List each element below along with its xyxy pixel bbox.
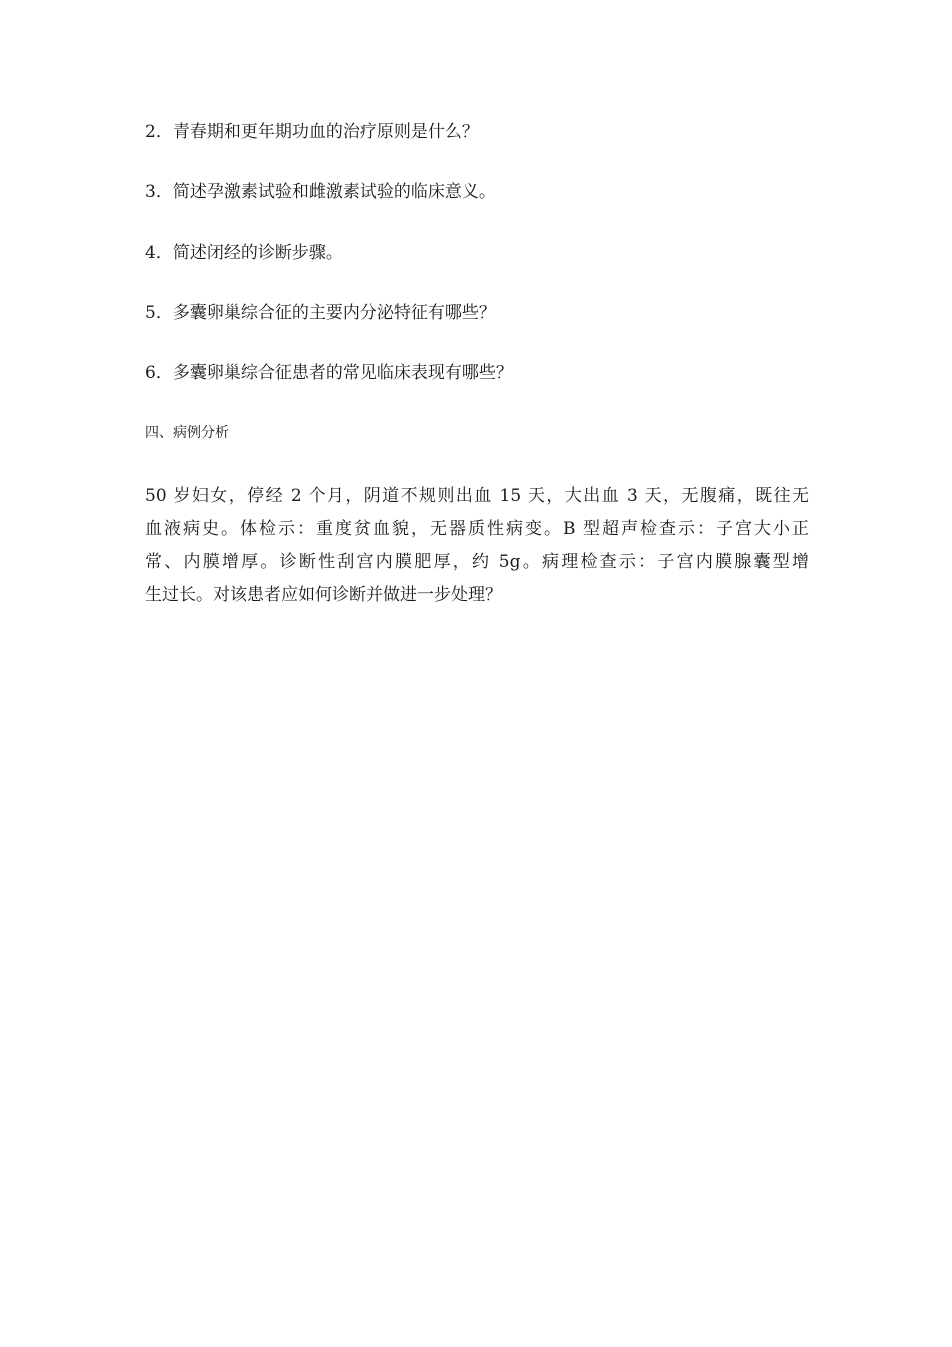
question-4 [145, 243, 343, 263]
case-line: 常、内膜增厚。诊断性刮宫内膜肥厚，约 5g。病理检查示：子宫内膜腺囊型增 [145, 552, 809, 572]
case-line: 50 岁妇女，停经 2 个月，阴道不规则出血 15 天，大出血 3 天，无腹痛，既往无 [145, 486, 809, 506]
question-5 [145, 303, 496, 323]
question-text: 简述闭经的诊断步骤。 [172, 243, 343, 263]
question-text: 多囊卵巢综合征患者的常见临床表现有哪些？ [172, 363, 513, 383]
question-number: 4． [145, 243, 173, 263]
case-study-paragraph [145, 480, 813, 612]
question-text: 青春期和更年期功血的治疗原则是什么？ [172, 122, 479, 142]
question-number: 6． [145, 363, 173, 383]
question-3 [145, 182, 496, 202]
question-text: 简述孕激素试验和雌激素试验的临床意义。 [172, 182, 496, 202]
question-number: 2． [145, 122, 173, 142]
question-2 [145, 122, 479, 142]
question-number: 5． [145, 303, 173, 323]
question-number: 3． [145, 182, 173, 202]
case-line: 血液病史。体检示：重度贫血貌，无器质性病变。B 型超声检查示：子宫大小正 [145, 519, 809, 539]
question-text: 多囊卵巢综合征的主要内分泌特征有哪些？ [172, 303, 496, 323]
question-6 [145, 363, 513, 383]
section-heading-case-analysis: 四、病例分析 [145, 425, 229, 441]
case-line: 生过长。对该患者应如何诊断并做进一步处理？ [145, 585, 502, 605]
